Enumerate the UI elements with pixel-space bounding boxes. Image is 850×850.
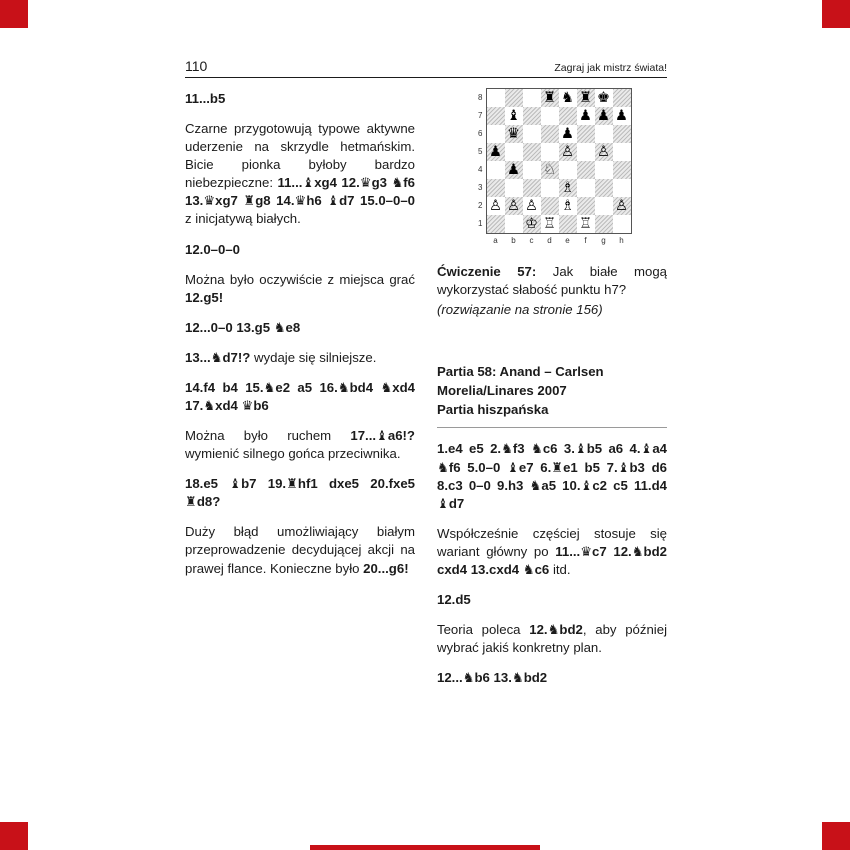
chess-piece: ♟ — [613, 107, 631, 125]
board-square — [577, 143, 595, 161]
chess-piece: ♛ — [505, 125, 523, 143]
text-segment: z inicjatywą białych. — [185, 211, 301, 227]
board-square — [541, 197, 559, 215]
text-segment: Teoria poleca — [437, 622, 530, 638]
board-square — [613, 89, 631, 107]
chess-piece: ♔ — [523, 215, 541, 233]
game-header — [437, 363, 667, 428]
board-square — [505, 179, 523, 197]
text-segment: 20...g6! — [363, 560, 409, 576]
chess-diagram — [437, 88, 667, 247]
move-heading: 12...♞b6 13.♞bd2 — [437, 670, 548, 686]
game-title: Partia 58: Anand – Carlsen — [437, 364, 604, 380]
chess-piece: ♜ — [541, 89, 559, 107]
board-square — [523, 89, 541, 107]
chess-piece: ♙ — [505, 197, 523, 215]
paragraph — [185, 349, 415, 367]
board-square — [523, 125, 541, 143]
rank-label: 4 — [478, 165, 483, 174]
board-square — [541, 179, 559, 197]
text-segment: Współcześnie częściej stosuje się wariant główny po — [437, 525, 667, 559]
game-opening: Partia hiszpańska — [437, 402, 549, 418]
chess-piece: ♟ — [505, 161, 523, 179]
board-square — [487, 89, 505, 107]
file-label: e — [565, 236, 570, 245]
text-segment: wydaje się silniejsze. — [250, 349, 377, 365]
corner-marker-top-left — [0, 0, 28, 28]
board-square — [487, 215, 505, 233]
text-segment: Można było ruchem — [185, 428, 351, 444]
left-column — [185, 78, 415, 699]
corner-marker-bottom-left — [0, 822, 28, 850]
text-segment: Można było oczywiście z miejsca grać — [185, 271, 415, 287]
paragraph — [185, 120, 415, 228]
board-square — [487, 179, 505, 197]
text-segment: 11...♛c7 12.♞bd2 cxd4 13.cxd4 ♞c6 — [437, 543, 667, 577]
board-square — [595, 161, 613, 179]
chess-board — [486, 88, 632, 234]
rank-label: 8 — [478, 93, 483, 102]
board-square — [541, 125, 559, 143]
rank-label: 6 — [478, 129, 483, 138]
game-event: Morelia/Linares 2007 — [437, 383, 567, 399]
file-label: g — [601, 236, 606, 245]
move-heading: 12...0–0 13.g5 ♞e8 — [185, 319, 301, 335]
chess-piece: ♟ — [487, 143, 505, 161]
board-square — [577, 161, 595, 179]
text-segment: itd. — [549, 561, 571, 577]
board-square — [577, 197, 595, 215]
text-segment: 13...♞d7!? — [185, 349, 251, 365]
chess-piece: ♜ — [577, 89, 595, 107]
board-square — [595, 125, 613, 143]
text-segment: Czarne przygotowują typowe aktywne uderzenie na skrzydle hetmańskim. Bicie pionka byłoby bardzo niebezpieczne: — [185, 121, 415, 191]
paragraph — [185, 427, 415, 463]
running-header: Zagraj jak mistrz świata! — [554, 62, 667, 74]
chess-piece: ♙ — [523, 197, 541, 215]
board-square — [613, 215, 631, 233]
file-label: a — [493, 236, 498, 245]
chess-piece: ♙ — [595, 143, 613, 161]
board-square — [523, 107, 541, 125]
chess-piece: ♟ — [595, 107, 613, 125]
right-column — [437, 78, 667, 699]
board-square — [523, 161, 541, 179]
board-square — [577, 179, 595, 197]
chess-piece: ♘ — [541, 161, 559, 179]
book-page — [185, 58, 667, 699]
chess-piece: ♖ — [541, 215, 559, 233]
paragraph — [185, 523, 415, 577]
chess-piece: ♞ — [559, 89, 577, 107]
text-segment: Duży błąd umożliwiający białym przeprowadzenie decydującej akcji na prawej flance. Konieczne było — [185, 524, 415, 576]
chess-piece: ♗ — [559, 179, 577, 197]
board-square — [559, 161, 577, 179]
move-heading: 12.0–0–0 — [185, 241, 241, 257]
board-square — [559, 215, 577, 233]
board-square — [487, 161, 505, 179]
board-square — [505, 143, 523, 161]
bottom-center-marker — [310, 845, 540, 850]
board-square — [595, 215, 613, 233]
exercise-text — [437, 263, 667, 299]
paragraph — [437, 621, 667, 657]
board-square — [487, 107, 505, 125]
rank-label: 2 — [478, 201, 483, 210]
paragraph — [185, 271, 415, 307]
chess-piece: ♙ — [613, 197, 631, 215]
chess-piece: ♙ — [559, 143, 577, 161]
chess-piece: ♗ — [559, 197, 577, 215]
page-header — [185, 58, 667, 78]
board-square — [613, 161, 631, 179]
text-segment: , aby później wybrać jakiś konkretny plan. — [437, 622, 668, 656]
board-square — [487, 125, 505, 143]
board-square — [505, 215, 523, 233]
chess-piece: ♝ — [505, 107, 523, 125]
rank-label: 5 — [478, 147, 483, 156]
text-segment: 11...♝xg4 12.♛g3 ♞f6 13.♛xg7 ♜g8 14.♛h6 ♝d7 15.0–0–0 — [185, 175, 415, 209]
exercise-solution-note: (rozwiązanie na stronie 156) — [437, 302, 603, 318]
board-square — [595, 197, 613, 215]
file-label: d — [547, 236, 552, 245]
paragraph — [437, 525, 667, 579]
text-segment: 12.g5! — [185, 289, 224, 305]
board-square — [523, 179, 541, 197]
board-square — [613, 179, 631, 197]
rank-label: 3 — [478, 183, 483, 192]
chess-piece: ♟ — [559, 125, 577, 143]
chess-piece: ♖ — [577, 215, 595, 233]
corner-marker-bottom-right — [822, 822, 850, 850]
board-square — [613, 125, 631, 143]
board-square — [505, 89, 523, 107]
board-square — [559, 107, 577, 125]
corner-marker-top-right — [822, 0, 850, 28]
board-square — [541, 143, 559, 161]
chess-piece: ♟ — [577, 107, 595, 125]
two-column-layout — [185, 78, 667, 699]
move-heading: 14.f4 b4 15.♞e2 a5 16.♞bd4 ♞xd4 17.♞xd4 ♛b6 — [185, 379, 415, 414]
file-label: h — [619, 236, 624, 245]
file-label: f — [584, 236, 587, 245]
chess-piece: ♚ — [595, 89, 613, 107]
file-label: c — [529, 236, 534, 245]
board-square — [541, 107, 559, 125]
move-heading: 18.e5 ♝b7 19.♜hf1 dxe5 20.fxe5 ♜d8? — [185, 476, 415, 510]
rank-label: 7 — [478, 111, 483, 120]
move-heading: 11...b5 — [185, 91, 226, 106]
board-square — [613, 143, 631, 161]
text-segment: Ćwiczenie 57: — [437, 263, 537, 279]
board-rank-labels — [473, 88, 486, 234]
text-segment: 12.♞bd2 — [529, 622, 583, 638]
rank-label: 1 — [478, 219, 483, 228]
chess-piece: ♙ — [487, 197, 505, 215]
page-number: 110 — [185, 58, 208, 74]
board-square — [595, 179, 613, 197]
board-square — [577, 125, 595, 143]
game-moves: 1.e4 e5 2.♞f3 ♞c6 3.♝b5 a6 4.♝a4 ♞f6 5.0–0 ♝e7 6.♜e1 b5 7.♝b3 d6 8.c3 0–0 9.h3 ♞a5 10.♝c2 c5 11.d4 ♝d7 — [437, 441, 667, 511]
text-segment: 17...♝a6!? — [350, 428, 415, 444]
text-segment: Jak białe mogą wykorzystać słabość punktu h7? — [437, 263, 667, 298]
board-file-labels — [487, 234, 632, 247]
file-label: b — [511, 236, 516, 245]
text-segment: wymienić silnego gońca przeciwnika. — [185, 446, 401, 462]
move-heading: 12.d5 — [437, 591, 471, 607]
board-square — [523, 143, 541, 161]
